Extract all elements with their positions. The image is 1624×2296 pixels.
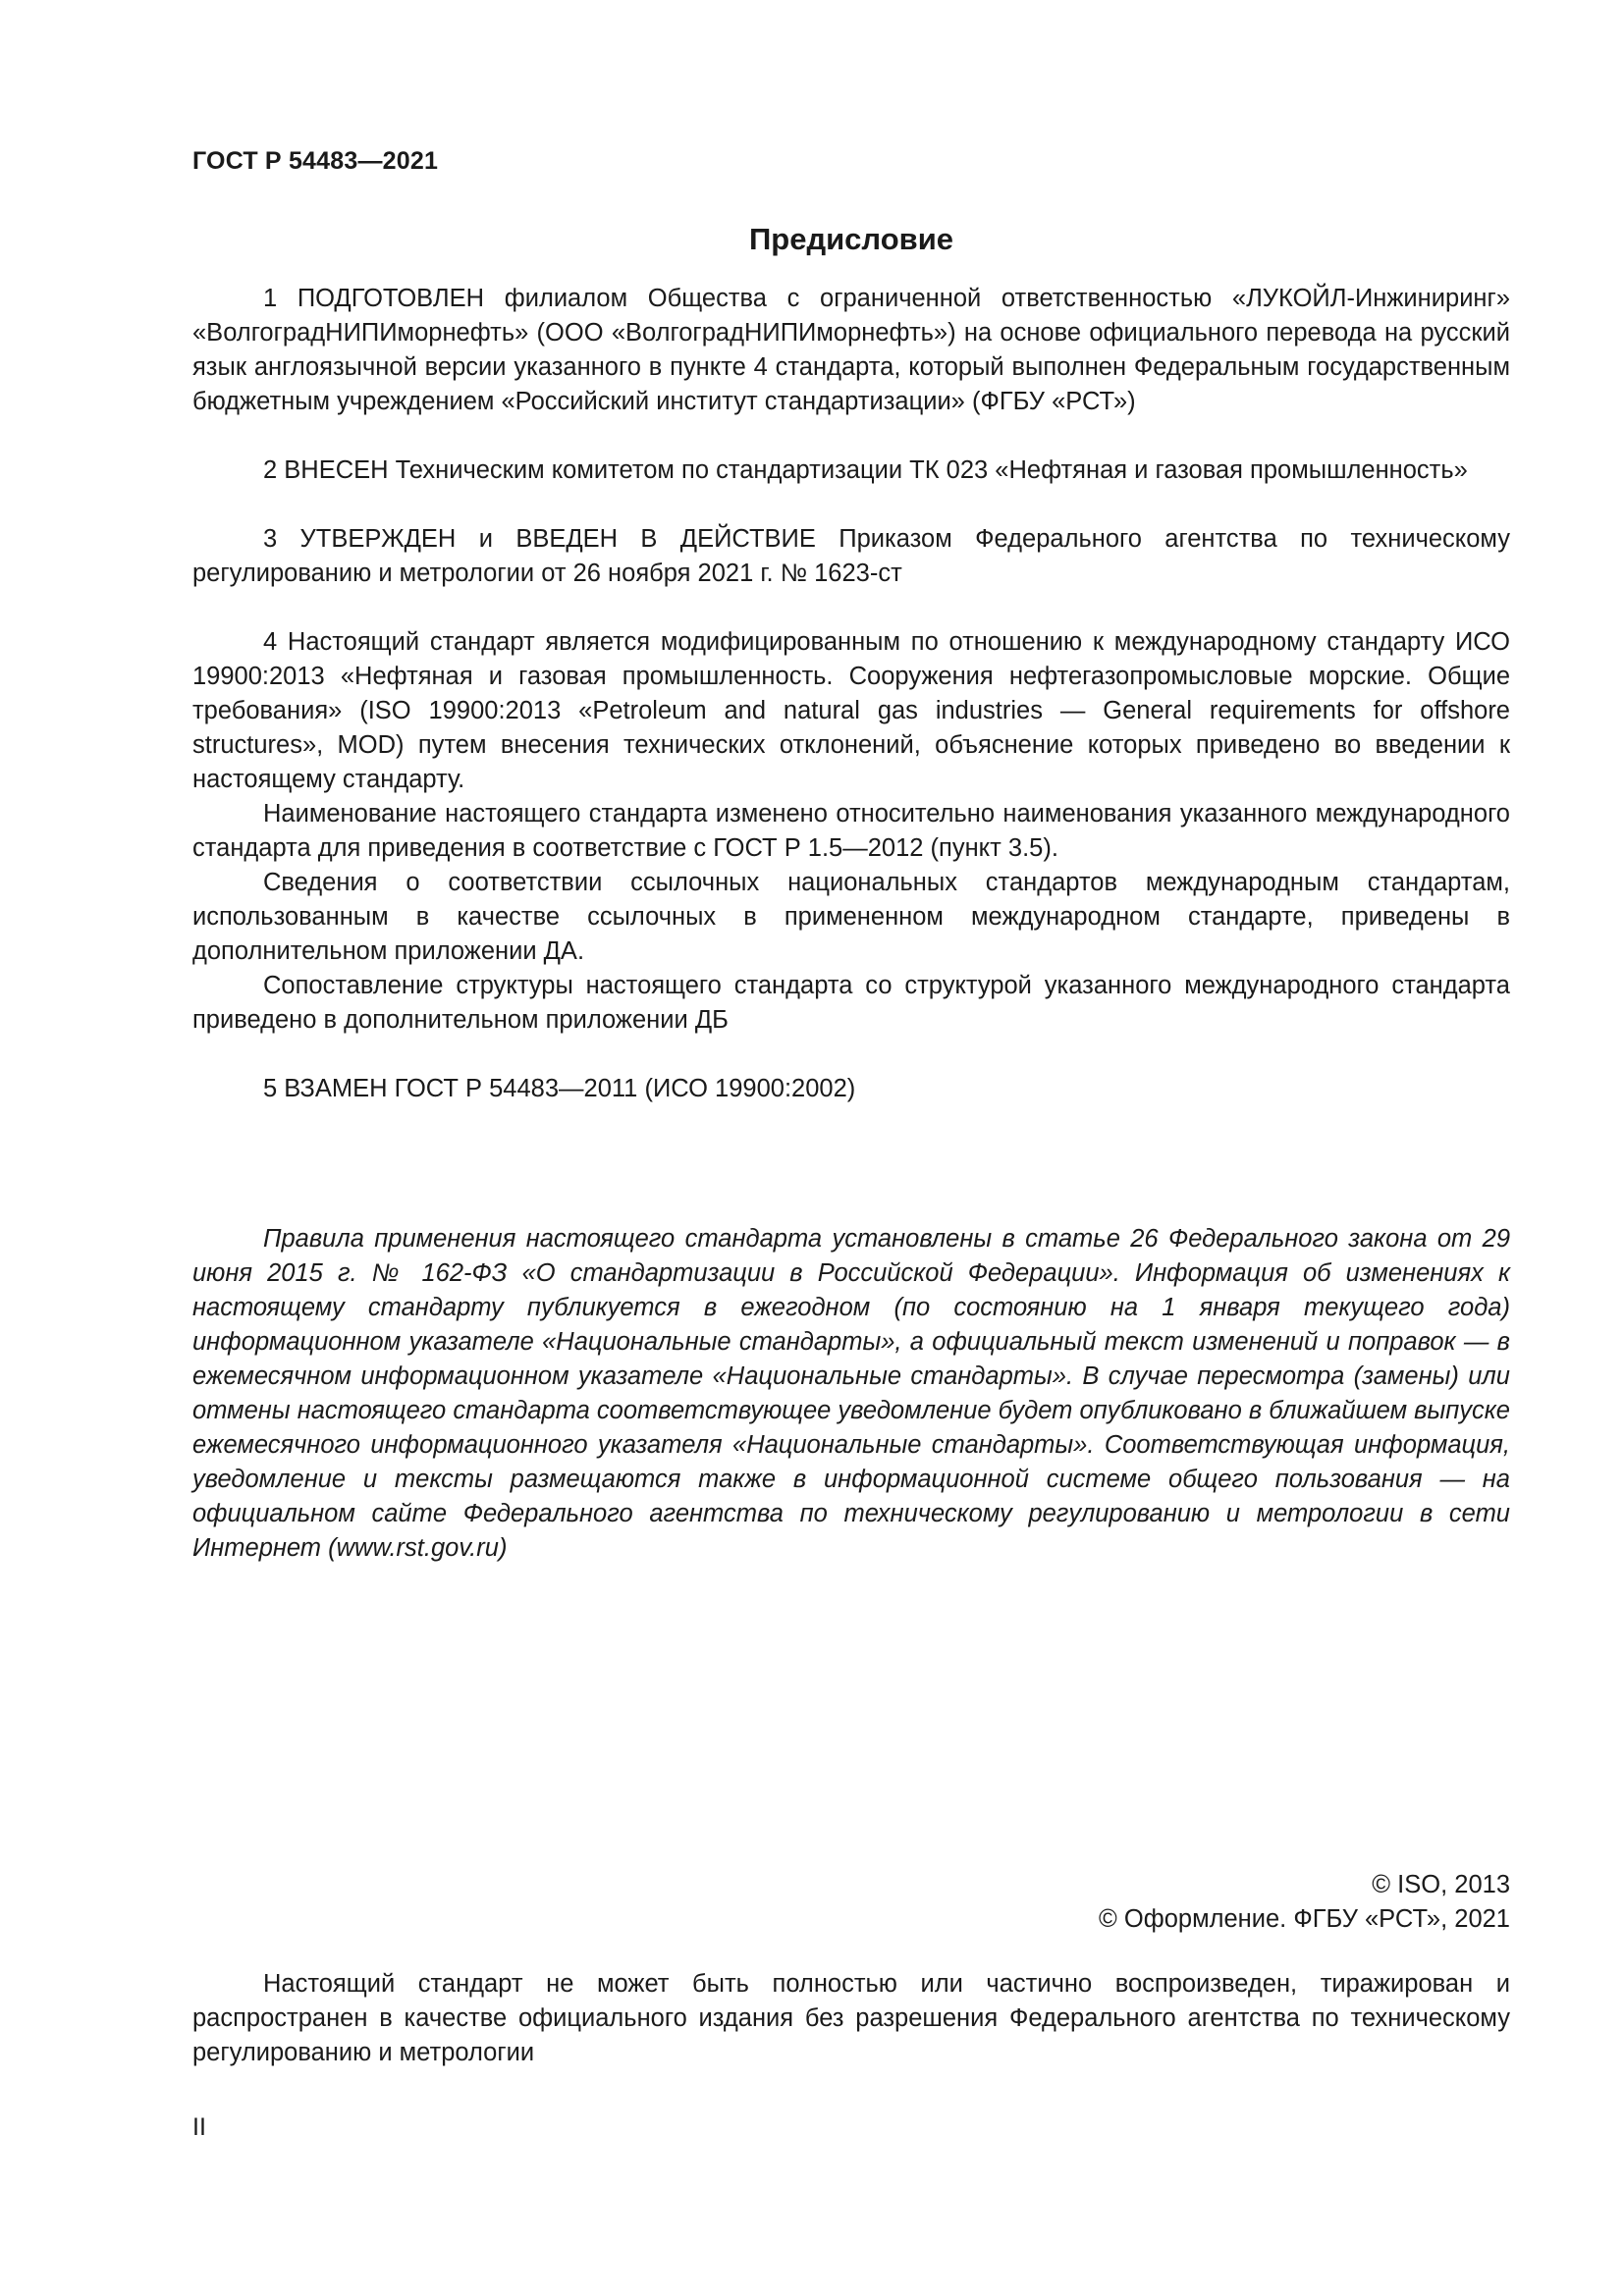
section-4-structure: Сопоставление структуры настоящего стандарта со структурой указанного международного стандарта приведено в дополнительном приложении ДБ [192,972,1510,1034]
section-4-modification: 4 Настоящий стандарт является модифицированным по отношению к международному стандарту ИСО 19900:2013 «Нефтяная и газовая промышленность. Сооружения нефтегазопромысловые морские. Общие требования» (ISO 19900:2013 «Petroleum and natural gas industries — General requirements for offshore structures», MOD) путем внесения технических отклонений, объяснение которых приведено во введении к настоящему стандарту. [192,628,1510,793]
copyright-design: © Оформление. ФГБУ «РСТ», 2021 [1099,1905,1510,1933]
rules-notice: Правила применения настоящего стандарта установлены в статье 26 Федерального закона от 29 июня 2015 г. № 162-ФЗ «О стандартизации в Российской Федерации». Информация об изменениях к настоящему стандарту публикуется в ежегодном (по состоянию на 1 января текущего года) информационном указателе «Национальные стандарты», а официальный текст изменений и поправок — в ежемесячном информационном указателе «Национальные стандарты». В случае пересмотра (замены) или отмены настоящего стандарта соответствующее уведомление будет опубликовано в ближайшем выпуске ежемесячного информационного указателя «Национальные стандарты». Соответствующая информация, уведомление и тексты размещаются также в информационной системе общего пользования — на официальном сайте Федерального агентства по техническому регулированию и метрологии в сети Интернет (www.rst.gov.ru) [192,1225,1510,1562]
section-5-replaces: 5 ВЗАМЕН ГОСТ Р 54483—2011 (ИСО 19900:2002) [263,1075,856,1102]
section-4-references: Сведения о соответствии ссылочных национальных стандартов международным стандартам, использованным в качестве ссылочных в примененном международном стандарте, приведены в дополнительном приложении ДА. [192,869,1510,965]
section-1-prepared: 1 ПОДГОТОВЛЕН филиалом Общества с ограниченной ответственностью «ЛУКОЙЛ-Инжиниринг» «ВолгоградНИПИморнефть» (ООО «ВолгоградНИПИморнефть») на основе официального перевода на русский язык англоязычной версии указанного в пункте 4 стандарта, который выполнен Федеральным государственным бюджетным учреждением «Российский институт стандартизации» (ФГБУ «РСТ») [192,285,1510,415]
reproduction-notice: Настоящий стандарт не может быть полностью или частично воспроизведен, тиражирован и распространен в качестве официального издания без разрешения Федерального агентства по техническому регулированию и метрологии [192,1970,1510,2066]
section-2-introduced: 2 ВНЕСЕН Техническим комитетом по стандартизации ТК 023 «Нефтяная и газовая промышленность» [263,456,1468,484]
section-4-name-change: Наименование настоящего стандарта изменено относительно наименования указанного международного стандарта для приведения в соответствие с ГОСТ Р 1.5—2012 (пункт 3.5). [192,800,1510,862]
reproduction-notice-block [192,1967,1510,2070]
copyright-block [192,1868,1510,1937]
foreword-body [192,282,1510,1566]
page-title: Предисловие [748,222,953,256]
page-number: II [192,2113,206,2141]
document-number-header: ГОСТ Р 54483—2021 [192,147,439,175]
section-3-approved: 3 УТВЕРЖДЕН и ВВЕДЕН В ДЕЙСТВИЕ Приказом Федерального агентства по техническому регулированию и метрологии от 26 ноября 2021 г. № 1623-ст [192,525,1510,587]
copyright-iso: © ISO, 2013 [1372,1871,1510,1898]
